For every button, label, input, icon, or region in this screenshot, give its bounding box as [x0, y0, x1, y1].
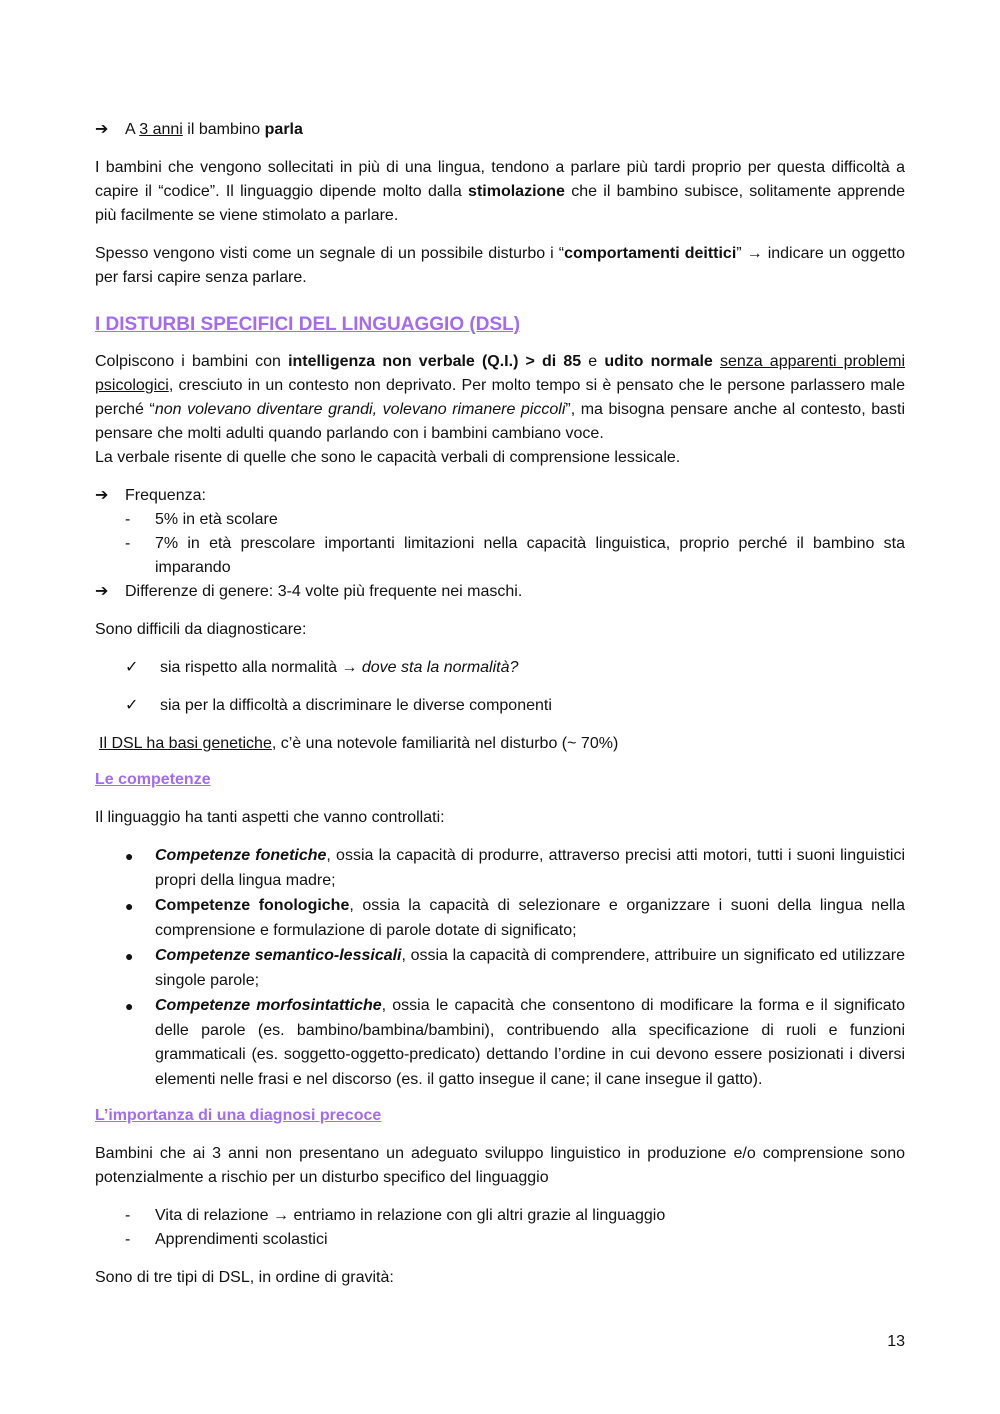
bullet-list-item: [95, 844, 905, 893]
bold-term: udito normale: [604, 353, 713, 370]
arrow-point-genere: [95, 580, 905, 604]
paragraph-genetiche: [95, 732, 905, 756]
italic-question: dove sta la normalità?: [361, 659, 519, 676]
text-fragment: che il bambino subisce, solitamente apprende più facilmente se viene stimolato a parlare.: [95, 183, 905, 224]
paragraph-difficili: Sono difficili da diagnosticare:: [95, 621, 307, 638]
bold-italic-term: Competenze fonetiche: [155, 847, 327, 864]
text-fragment: [713, 353, 720, 370]
text-fragment: il bambino: [182, 121, 265, 138]
paragraph-dsl-definition: [95, 350, 905, 446]
arrow-icon: ➔: [95, 121, 109, 138]
paragraph-deittici: [95, 242, 905, 290]
underlined-phrase: senza apparenti problemi psicologici: [95, 353, 906, 394]
dash-bullet: -: [125, 1231, 131, 1248]
paragraph-tipi-dsl: Sono di tre tipi di DSL, in ordine di gravità:: [95, 1269, 394, 1286]
check-list-item: [95, 694, 905, 718]
text-fragment: , ossia la capacità di produrre, attraverso precisi atti motori, tutti i suoni linguistici propri della lingua madre;: [155, 847, 905, 889]
text-fragment: Spesso vengono visti come un segnale di un possibile disturbo i “: [95, 245, 565, 262]
list-item: [95, 1228, 905, 1252]
underlined-age: 3 anni: [139, 121, 183, 138]
section-heading-diagnosi: L’importanza di una diagnosi precoce: [95, 1107, 382, 1124]
bullet-text: [155, 994, 905, 1092]
bullet-icon: ●: [125, 998, 134, 1014]
text-fragment: Colpiscono i bambini con: [95, 353, 289, 370]
bullet-text: [155, 844, 905, 893]
bullet-list-item: [95, 894, 905, 943]
paragraph-multilingual: [95, 156, 905, 228]
bullet-text: [155, 894, 905, 943]
bold-italic-term: Competenze semantico-lessicali: [155, 947, 402, 964]
dash-bullet: -: [125, 1207, 131, 1224]
text-fragment: A: [125, 121, 140, 138]
dash-bullet: -: [125, 535, 131, 552]
bold-italic-term: Competenze morfosintattiche: [155, 997, 382, 1014]
text-fragment: ”, ma bisogna pensare anche al contesto, basti pensare che molti adulti quando parlando con i bambini cambiano voce.: [95, 401, 906, 442]
arrow-point-frequenza: [95, 484, 905, 508]
bold-term: stimolazione: [468, 183, 565, 200]
italic-quote: non volevano diventare grandi, volevano rimanere piccoli: [154, 401, 566, 418]
list-item: [95, 1204, 905, 1228]
section-heading-dsl: I DISTURBI SPECIFICI DEL LINGUAGGIO (DSL): [95, 314, 521, 335]
arrow-point-text: [125, 118, 303, 142]
underlined-phrase: Il DSL ha basi genetiche: [99, 735, 272, 752]
list-item-text: Vita di relazione → entriamo in relazione con gli altri grazie al linguaggio: [155, 1207, 666, 1224]
list-item-text: 7% in età prescolare importanti limitazioni nella capacità linguistica, proprio perché il bambino sta imparando: [155, 535, 905, 576]
bullet-list-item: [95, 994, 905, 1092]
bold-term: intelligenza non verbale (Q.I.) > di 85: [288, 353, 582, 370]
text-fragment: , c’è una notevole familiarità nel disturbo (~ 70%): [271, 735, 619, 752]
document-page: [95, 118, 905, 1290]
frequenza-label: Frequenza:: [125, 487, 206, 504]
page-number: 13: [887, 1333, 905, 1350]
text-fragment: ” → indicare un oggetto per farsi capire senza parlare.: [95, 245, 905, 286]
list-item-text: 5% in età scolare: [155, 511, 278, 528]
text-fragment: , ossia la capacità di comprendere, attribuire un significato ed utilizzare singole parole;: [155, 947, 906, 989]
bold-term: comportamenti deittici: [564, 245, 737, 262]
paragraph-verbale: La verbale risente di quelle che sono le capacità verbali di comprensione lessicale.: [95, 449, 681, 466]
paragraph-diagnosi: Bambini che ai 3 anni non presentano un adeguato sviluppo linguistico in produzione e/o comprensione sono potenzialmente a rischio per un disturbo specifico del linguaggio: [95, 1145, 905, 1186]
arrow-point-3-anni: [95, 118, 905, 142]
list-item-text: Apprendimenti scolastici: [155, 1231, 328, 1248]
text-fragment: I bambini che vengono sollecitati in più di una lingua, tendono a parlare più tardi proprio per questa difficoltà a capire il “codice”. Il linguaggio dipende molto dalla: [95, 159, 905, 200]
bold-term: Competenze fonologiche: [155, 897, 350, 914]
text-fragment: sia rispetto alla normalità →: [160, 659, 362, 676]
text-fragment: , cresciuto in un contesto non deprivato. Per molto tempo si è pensato che le persone parlassero male perché “: [95, 377, 905, 418]
check-list-item: [95, 656, 905, 680]
bullet-icon: ●: [125, 898, 134, 914]
dash-bullet: -: [125, 511, 131, 528]
genere-text: Differenze di genere: 3-4 volte più frequente nei maschi.: [125, 583, 523, 600]
text-fragment: , ossia le capacità che consentono di modificare la forma e il significato delle parole (es. bambino/bambina/bambini), contribuendo alla specificazione di ruoli e funzioni grammaticali (es. soggetto-oggetto-predicato) dettando l’ordine in cui devono essere posizionati i diversi elementi nelle frasi e nel discorso (es. il gatto insegue il cane; il cane insegue il gatto).: [155, 997, 905, 1088]
bullet-icon: ●: [125, 848, 134, 864]
arrow-icon: ➔: [95, 583, 109, 600]
list-item: [95, 532, 905, 580]
checkmark-icon: ✓: [125, 697, 139, 714]
text-fragment: e: [581, 353, 605, 370]
section-heading-competenze: Le competenze: [95, 771, 211, 788]
bold-term: parla: [264, 121, 303, 138]
bullet-list-item: [95, 944, 905, 993]
check-text: sia per la difficoltà a discriminare le diverse componenti: [160, 697, 552, 714]
check-text: [160, 656, 518, 680]
arrow-icon: ➔: [95, 487, 109, 504]
bullet-icon: ●: [125, 948, 134, 964]
text-fragment: , ossia la capacità di selezionare e organizzare i suoni della lingua nella comprensione e formulazione di parole dotate di significato;: [155, 897, 905, 939]
bullet-text: [155, 944, 905, 993]
list-item: [95, 508, 905, 532]
paragraph-competenze-intro: Il linguaggio ha tanti aspetti che vanno controllati:: [95, 809, 445, 826]
checkmark-icon: ✓: [125, 659, 139, 676]
